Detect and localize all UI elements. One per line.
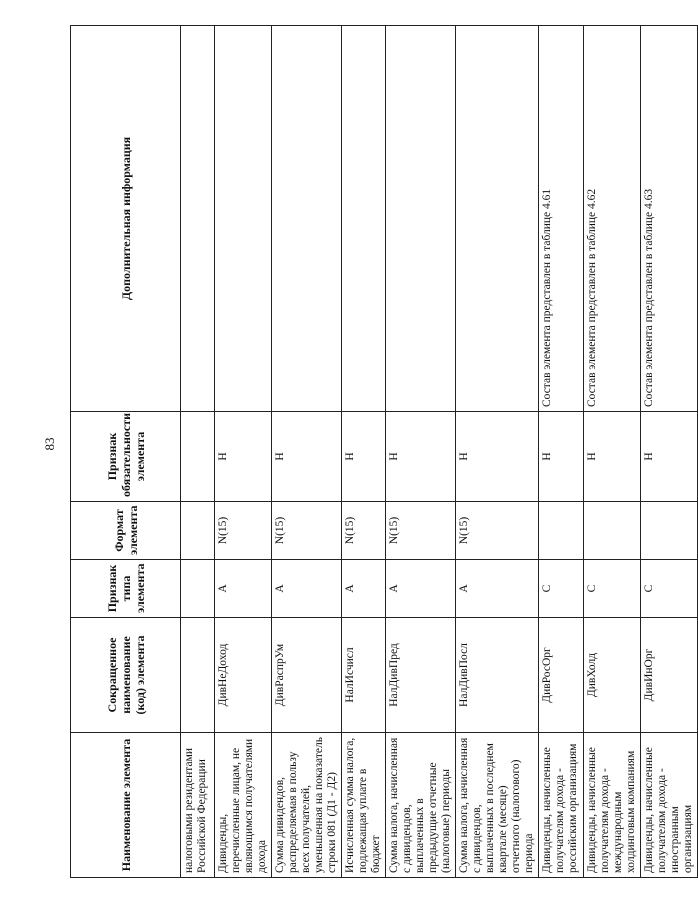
- cell-name: Исчисленная сумма налога, подлежащая уплате в бюджет: [342, 733, 386, 878]
- cell-info: Состав элемента представлен в таблице 4.63: [641, 26, 698, 412]
- cell-format: [584, 502, 641, 560]
- cell-type: С: [539, 560, 584, 618]
- cell-type: А: [272, 560, 342, 618]
- cell-info: Состав элемента представлен в таблице 4.62: [584, 26, 641, 412]
- cell-name: Сумма налога, начисленная с дивидендов, выплаченных в предыдущие отчетные (налоговые) периоды: [386, 733, 456, 878]
- cell-req: Н: [272, 412, 342, 502]
- cell-type: А: [386, 560, 456, 618]
- cell-format: N(15): [456, 502, 539, 560]
- cell-format: [641, 502, 698, 560]
- table-row: [215, 26, 272, 878]
- cell-req: Н: [386, 412, 456, 502]
- cell-name: Дивиденды, перечисленные лицам, не являющимся получателями дохода: [215, 733, 272, 878]
- elements-table: [70, 25, 698, 878]
- cell-type: [181, 560, 215, 618]
- cell-type: А: [342, 560, 386, 618]
- cell-req: [181, 412, 215, 502]
- header-info: Дополнительная информация: [71, 26, 181, 412]
- table-row: [181, 26, 215, 878]
- cell-req: Н: [584, 412, 641, 502]
- header-name: Наименование элемента: [71, 733, 181, 878]
- cell-format: N(15): [386, 502, 456, 560]
- cell-format: [539, 502, 584, 560]
- page-number: 83: [42, 437, 57, 451]
- header-req: Признак обязательности элемента: [71, 412, 181, 502]
- cell-name: Дивиденды, начисленные получателям дохода - международным холдинговым компаниям: [584, 733, 641, 878]
- cell-name: Сумма налога, начисленная с дивидендов, выплаченных в последнем квартале (месяце) отчетного (налогового) периода: [456, 733, 539, 878]
- cell-format: N(15): [342, 502, 386, 560]
- cell-name: Дивиденды, начисленные получателям дохода - иностранным организациям: [641, 733, 698, 878]
- cell-code: НалИсчисл: [342, 618, 386, 733]
- cell-type: С: [641, 560, 698, 618]
- cell-info: [272, 26, 342, 412]
- header-code: Сокращенное наименование (код) элемента: [71, 618, 181, 733]
- cell-req: Н: [342, 412, 386, 502]
- table-row: [456, 26, 539, 878]
- table-row: [272, 26, 342, 878]
- table-row: [539, 26, 584, 878]
- cell-name: налоговыми резидентами Российской Федерации: [181, 733, 215, 878]
- cell-name: Сумма дивидендов, распределяемая в пользу всех получателей, уменьшенная на показатель строки 081 (Д1 - Д2): [272, 733, 342, 878]
- cell-code: [181, 618, 215, 733]
- cell-req: Н: [456, 412, 539, 502]
- cell-format: N(15): [272, 502, 342, 560]
- table-row: [386, 26, 456, 878]
- cell-info: Состав элемента представлен в таблице 4.61: [539, 26, 584, 412]
- cell-code: НалДивПосл: [456, 618, 539, 733]
- cell-code: ДивИнОрг: [641, 618, 698, 733]
- cell-type: С: [584, 560, 641, 618]
- cell-req: Н: [641, 412, 698, 502]
- cell-code: ДивРосОрг: [539, 618, 584, 733]
- cell-req: Н: [215, 412, 272, 502]
- table-row: [342, 26, 386, 878]
- cell-req: Н: [539, 412, 584, 502]
- cell-info: [215, 26, 272, 412]
- cell-code: ДивНеДоход: [215, 618, 272, 733]
- cell-format: [181, 502, 215, 560]
- cell-type: А: [456, 560, 539, 618]
- cell-code: ДивХолд: [584, 618, 641, 733]
- header-type: Признак типа элемента: [71, 560, 181, 618]
- rotated-table-container: [70, 26, 694, 878]
- cell-name: Дивиденды, начисленные получателям дохода - российским организациям: [539, 733, 584, 878]
- cell-info: [456, 26, 539, 412]
- cell-code: НалДивПред: [386, 618, 456, 733]
- table-header-row: [71, 26, 181, 878]
- cell-info: [181, 26, 215, 412]
- cell-code: ДивРаспрУм: [272, 618, 342, 733]
- cell-info: [386, 26, 456, 412]
- table-row: [584, 26, 641, 878]
- cell-format: N(15): [215, 502, 272, 560]
- cell-type: А: [215, 560, 272, 618]
- header-format: Формат элемента: [71, 502, 181, 560]
- cell-info: [342, 26, 386, 412]
- table-row: [641, 26, 698, 878]
